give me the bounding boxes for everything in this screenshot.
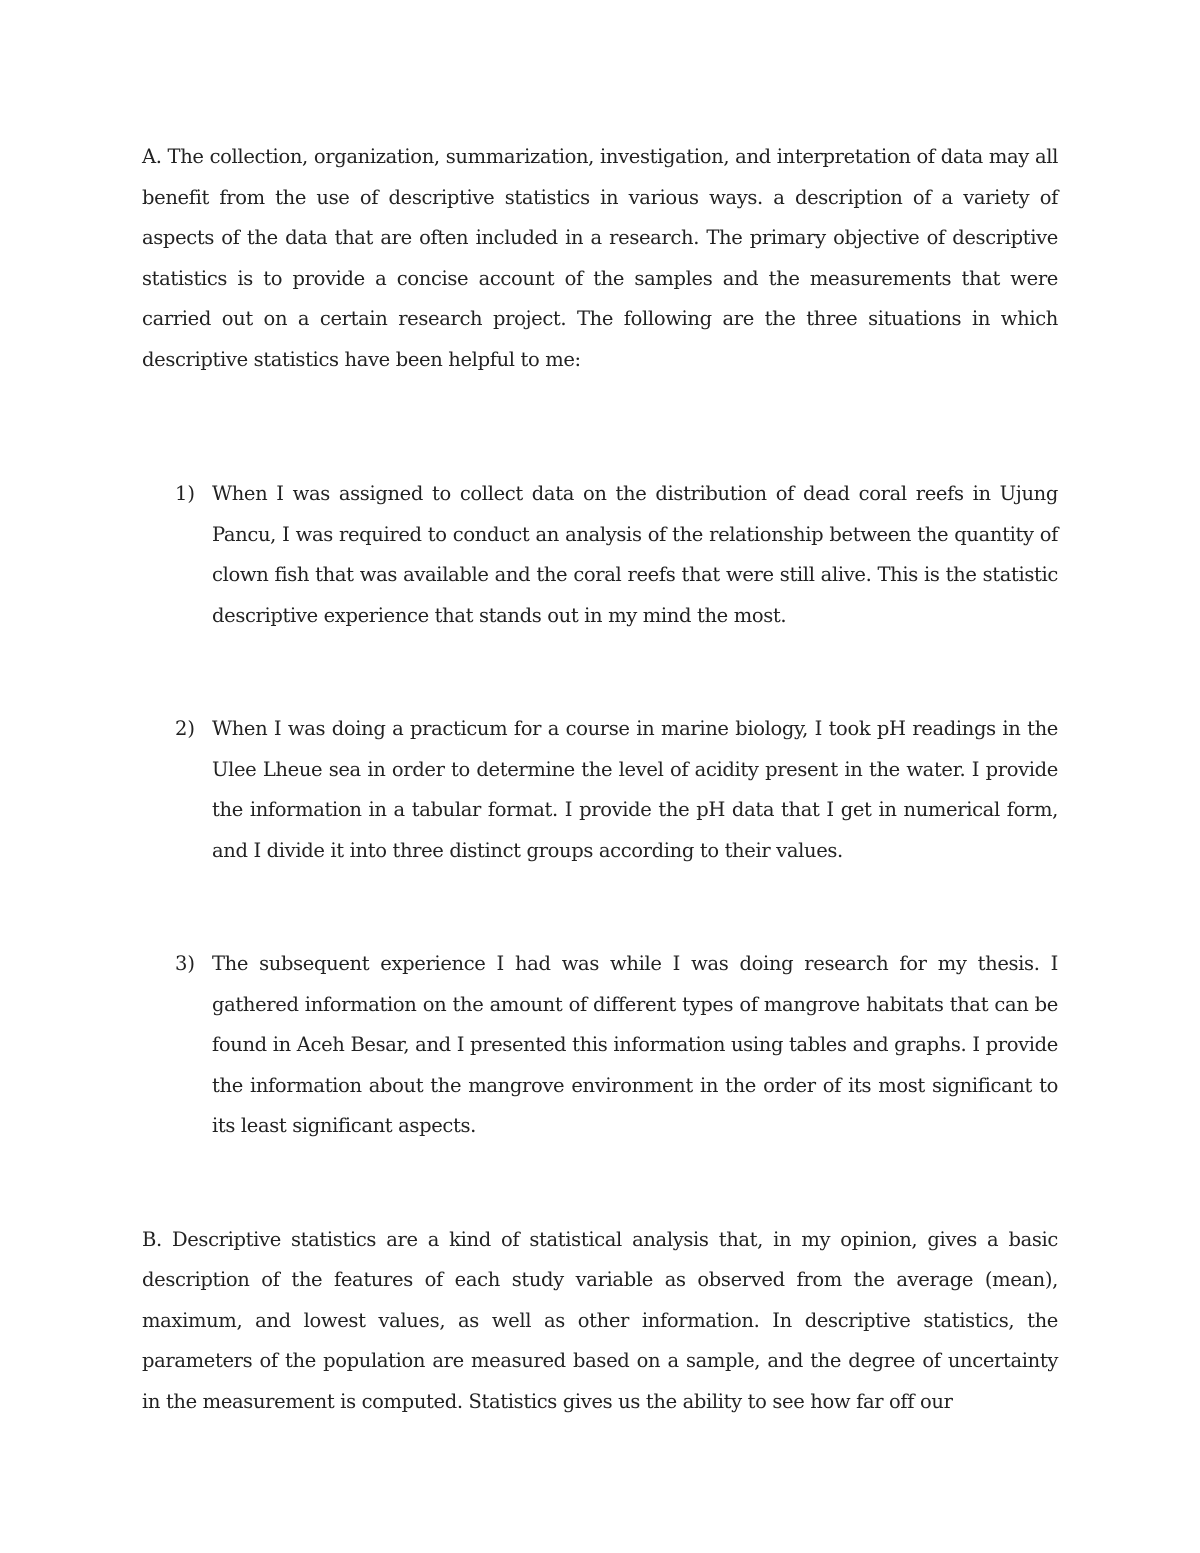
section-b-paragraph: B. Descriptive statistics are a kind of statistical analysis that, in my opinion, gives a basic description of the features of each study variable as observed from the average (mean), maximum, and lowest values, as well as other information. In descriptive statistics, the parameters of the population are measured based on a sample, and the degree of uncertainty in the measurement is computed. Statistics gives us the ability to see how far off our bbox=[142, 1227, 1058, 1413]
list-item bbox=[142, 474, 1058, 636]
list-item bbox=[142, 709, 1058, 871]
list-item-number: 3) bbox=[175, 952, 196, 975]
list-item-text: When I was assigned to collect data on the distribution of dead coral reefs in Ujung Pancu, I was required to conduct an analysis of the relationship between the quantity of clown fish that was available and the coral reefs that were still alive. This is the statistic descriptive experience that stands out in my mind the most. bbox=[212, 482, 1058, 627]
document-page bbox=[142, 137, 1058, 1422]
situations-list bbox=[142, 474, 1058, 1147]
list-item-number: 1) bbox=[175, 482, 196, 505]
section-a-paragraph: A. The collection, organization, summarization, investigation, and interpretation of data may all benefit from the use of descriptive statistics in various ways. a description of a variety of aspects of the data that are often included in a research. The primary objective of descriptive statistics is to provide a concise account of the samples and the measurements that were carried out on a certain research project. The following are the three situations in which descriptive statistics have been helpful to me: bbox=[142, 145, 1058, 371]
list-item bbox=[142, 944, 1058, 1147]
list-item-text: The subsequent experience I had was while I was doing research for my thesis. I gathered information on the amount of different types of mangrove habitats that can be found in Aceh Besar, and I presented this information using tables and graphs. I provide the information about the mangrove environment in the order of its most significant to its least significant aspects. bbox=[212, 952, 1058, 1137]
list-item-text: When I was doing a practicum for a course in marine biology, I took pH readings in the Ulee Lheue sea in order to determine the level of acidity present in the water. I provide the information in a tabular format. I provide the pH data that I get in numerical form, and I divide it into three distinct groups according to their values. bbox=[212, 717, 1058, 862]
list-item-number: 2) bbox=[175, 717, 196, 740]
